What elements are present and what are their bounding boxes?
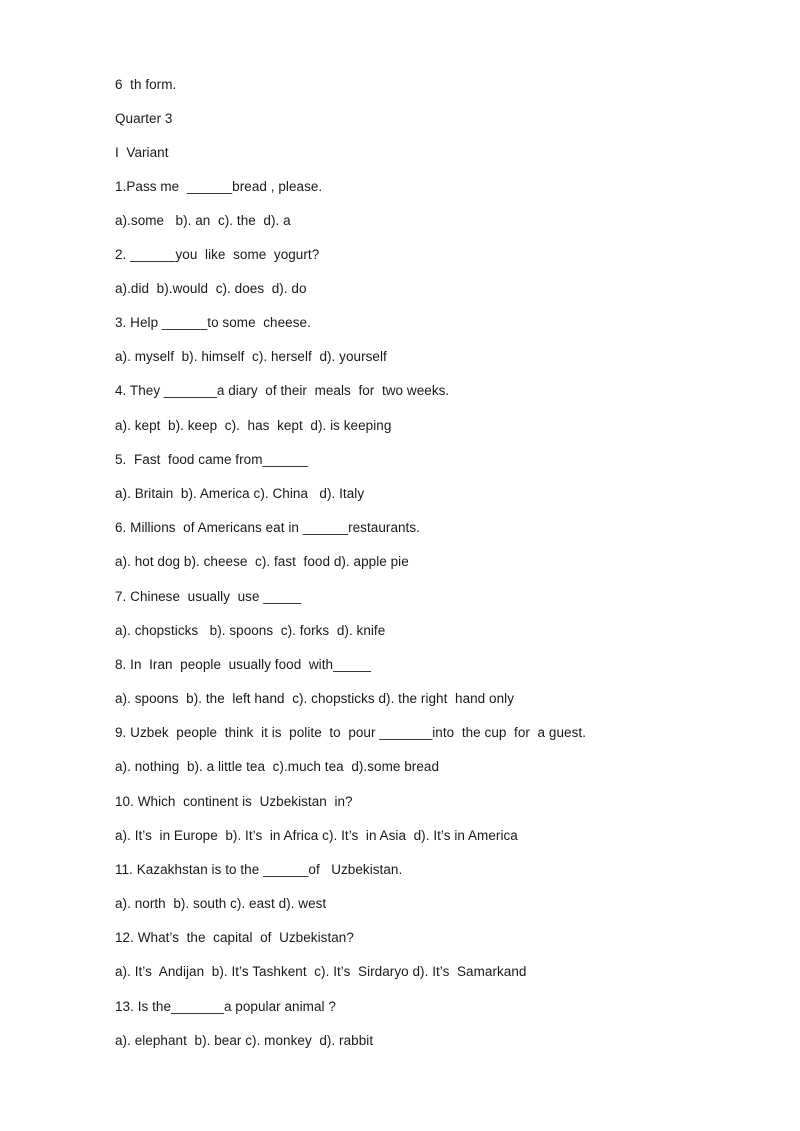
question-8: 8. In Iran people usually food with_____ xyxy=(115,657,371,672)
options-11: a). north b). south c). east d). west xyxy=(115,896,327,911)
options-10: a). It’s in Europe b). It’s in Africa c). It’s in Asia d). It’s in America xyxy=(115,828,518,843)
question-5: 5. Fast food came from______ xyxy=(115,452,308,467)
options-6: a). hot dog b). cheese c). fast food d). apple pie xyxy=(115,554,409,569)
question-1: 1.Pass me ______bread , please. xyxy=(115,179,323,194)
options-8: a). spoons b). the left hand c). chopsticks d). the right hand only xyxy=(115,691,515,706)
form-heading: 6 th form. xyxy=(115,77,177,92)
options-13: a). elephant b). bear c). monkey d). rabbit xyxy=(115,1033,374,1048)
question-9: 9. Uzbek people think it is polite to pour _______into the cup for a guest. xyxy=(115,725,586,740)
question-12: 12. What’s the capital of Uzbekistan? xyxy=(115,930,354,945)
options-9: a). nothing b). a little tea c).much tea d).some bread xyxy=(115,759,440,774)
question-6: 6. Millions of Americans eat in ______restaurants. xyxy=(115,520,420,535)
options-5: a). Britain b). America c). China d). Italy xyxy=(115,486,365,501)
question-2: 2. ______you like some yogurt? xyxy=(115,247,320,262)
options-12: a). It’s Andijan b). It’s Tashkent c). It’s Sirdaryo d). It’s Samarkand xyxy=(115,964,527,979)
question-4: 4. They _______a diary of their meals for two weeks. xyxy=(115,383,450,398)
question-7: 7. Chinese usually use _____ xyxy=(115,589,302,604)
question-3: 3. Help ______to some cheese. xyxy=(115,315,311,330)
options-7: a). chopsticks b). spoons c). forks d). knife xyxy=(115,623,386,638)
question-13: 13. Is the_______a popular animal ? xyxy=(115,999,336,1014)
options-3: a). myself b). himself c). herself d). yourself xyxy=(115,349,387,364)
quarter-heading: Quarter 3 xyxy=(115,111,173,126)
variant-heading: I Variant xyxy=(115,145,169,160)
options-4: a). kept b). keep c). has kept d). is keeping xyxy=(115,418,392,433)
options-2: a).did b).would c). does d). do xyxy=(115,281,307,296)
options-1: a).some b). an c). the d). a xyxy=(115,213,291,228)
question-10: 10. Which continent is Uzbekistan in? xyxy=(115,794,353,809)
question-11: 11. Kazakhstan is to the ______of Uzbekistan. xyxy=(115,862,403,877)
